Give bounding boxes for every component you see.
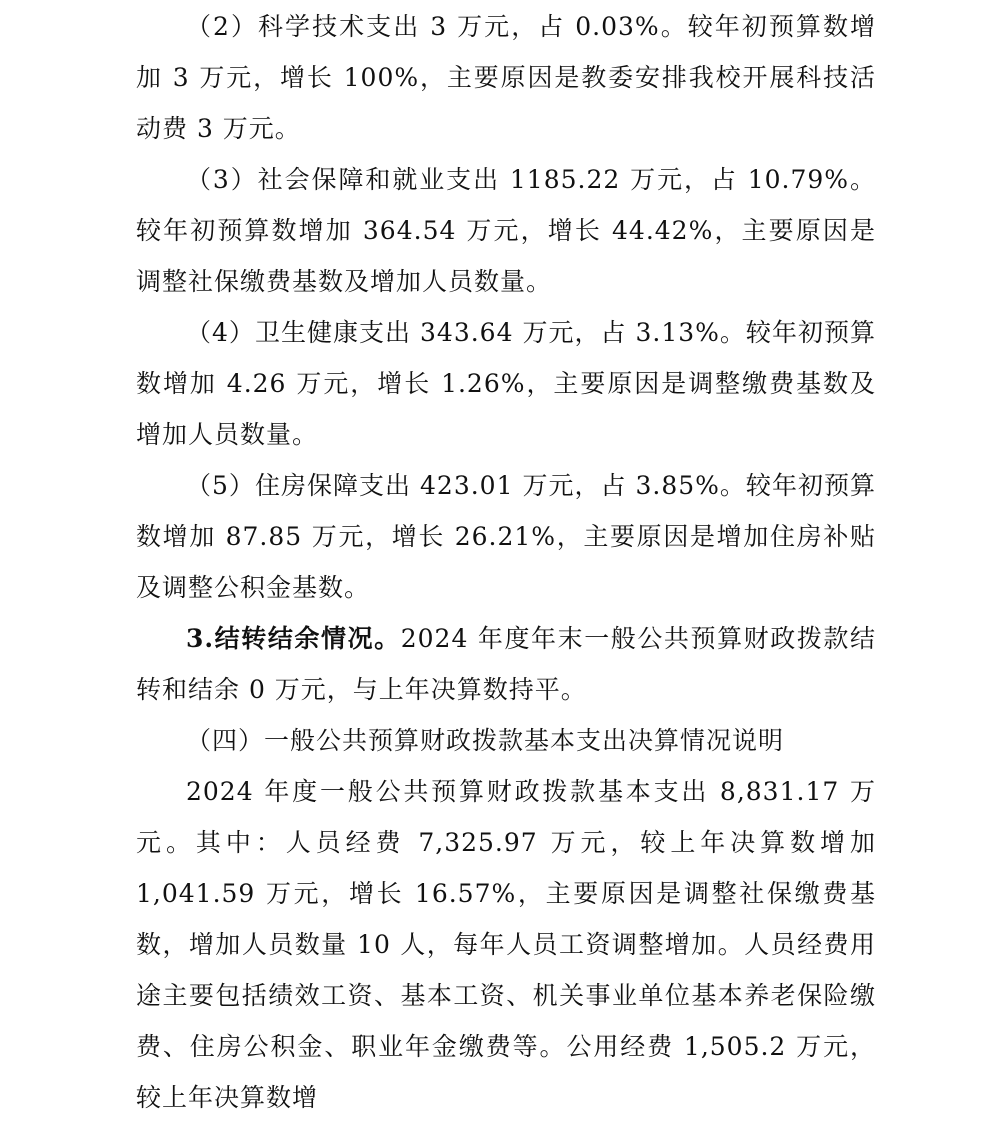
paragraph-basic-expenditure: 2024 年度一般公共预算财政拨款基本支出 8,831.17 万元。其中：人员经费 7,325.97 万元，较上年决算数增加 1,041.59 万元，增长 16.57%，主要原因是调整社保缴费基数，增加人员数量 10 人，每年人员工资调整增加。人员经费用途主要包括绩效工资、基本工资、机关事业单位基本养老保险缴费、住房公积金、职业年金缴费等。公用经费 1,505.2 万元，较上年决算数增 (136, 777, 876, 1112)
paragraph-science-tech-expenditure: （2）科学技术支出 3 万元，占 0.03%。较年初预算数增加 3 万元，增长 100%，主要原因是教委安排我校开展科技活动费 3 万元。 (136, 12, 876, 143)
carryover-body: 2024 年度年末一般公共预算财政拨款结转和结余 0 万元，与上年决算数持平。 (136, 624, 876, 704)
section-title-basic-expenditure: （四）一般公共预算财政拨款基本支出决算情况说明 (186, 726, 785, 755)
document-page (136, 0, 876, 1123)
paragraph-housing-expenditure: （5）住房保障支出 423.01 万元，占 3.85%。较年初预算数增加 87.85 万元，增长 26.21%，主要原因是增加住房补贴及调整公积金基数。 (136, 471, 876, 602)
paragraph-social-security-expenditure: （3）社会保障和就业支出 1185.22 万元，占 10.79%。较年初预算数增加 364.54 万元，增长 44.42%，主要原因是调整社保缴费基数及增加人员数量。 (136, 165, 876, 296)
paragraph-carryover-balance (136, 613, 876, 715)
carryover-heading: 3.结转结余情况。 (186, 624, 401, 653)
paragraph-health-expenditure: （4）卫生健康支出 343.64 万元，占 3.13%。较年初预算数增加 4.26 万元，增长 1.26%，主要原因是调整缴费基数及增加人员数量。 (136, 318, 876, 449)
